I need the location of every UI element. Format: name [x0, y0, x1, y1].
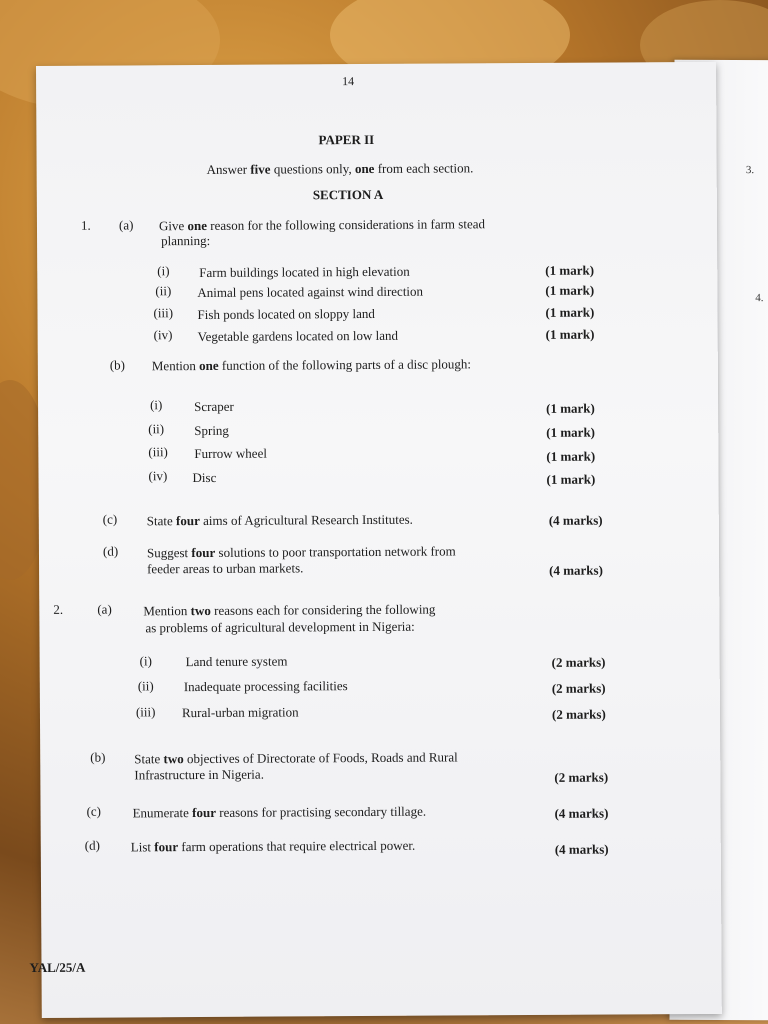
item-text: Disc: [192, 469, 217, 486]
marks: (4 marks): [549, 562, 603, 578]
question-stem-line: feeder areas to urban markets.: [147, 560, 304, 577]
part-label: (a): [118, 217, 134, 233]
part-label: (d): [102, 543, 119, 559]
question-stem-line: as problems of agricultural development in Nigeria:: [145, 618, 415, 636]
question-stem: Give one reason for the following considerations in farm stead: [158, 216, 486, 234]
marks: (2 marks): [551, 680, 606, 696]
page-number: 14: [342, 74, 355, 89]
question-stem: State four aims of Agricultural Research Institutes.: [146, 511, 413, 529]
marks: (4 marks): [548, 512, 603, 528]
item-text: Vegetable gardens located on low land: [197, 327, 399, 345]
marks: (4 marks): [554, 841, 609, 857]
item-number: (iv): [153, 327, 173, 343]
marks: (1 mark): [546, 471, 596, 487]
marks: (1 mark): [546, 424, 596, 440]
part-label: (c): [86, 803, 102, 819]
item-number: (i): [150, 397, 163, 413]
item-number: (i): [139, 653, 152, 669]
question-stem: Mention two reasons each for considering the following: [143, 601, 436, 619]
item-text: Rural-urban migration: [181, 704, 299, 721]
part-label: (b): [109, 357, 126, 373]
item-number: (iii): [153, 305, 174, 321]
marks: (2 marks): [551, 706, 606, 722]
item-number: (iii): [148, 444, 168, 460]
adjacent-page-number: 4.: [755, 292, 764, 305]
marks: (1 mark): [546, 400, 595, 416]
question-stem: Suggest four solutions to poor transportation network from: [146, 543, 456, 561]
marks: (2 marks): [554, 769, 609, 785]
marks: (2 marks): [551, 654, 606, 670]
item-number: (i): [157, 263, 170, 279]
marks: (1 mark): [545, 262, 595, 278]
instructions: Answer five questions only, one from each section.: [206, 160, 474, 177]
marks: (1 mark): [546, 448, 596, 464]
question-stem: List four farm operations that require electrical power.: [130, 837, 416, 855]
part-label: (c): [102, 511, 118, 527]
item-text: Animal pens located against wind direction: [197, 283, 424, 301]
question-stem: Enumerate four reasons for practising secondary tillage.: [132, 803, 427, 821]
item-number: (ii): [137, 678, 154, 694]
question-stem: State two objectives of Directorate of Foods, Roads and Rural: [134, 749, 458, 767]
item-text: Scraper: [194, 398, 234, 415]
item-number: (ii): [148, 421, 165, 437]
item-text: Inadequate processing facilities: [183, 678, 348, 695]
item-number: (iv): [148, 468, 168, 484]
part-label: (b): [90, 749, 106, 765]
paper-title: PAPER II: [318, 131, 375, 148]
exam-page: [29, 62, 722, 1018]
part-label: (a): [97, 601, 112, 617]
question-stem-line: planning:: [161, 232, 211, 249]
footer-code: YAL/25/A: [29, 959, 86, 976]
marks: (1 mark): [545, 326, 595, 342]
part-label: (d): [84, 837, 100, 853]
item-text: Fish ponds located on sloppy land: [197, 305, 375, 323]
adjacent-page-number: 3.: [745, 164, 755, 177]
question-stem: Mention one function of the following parts of a disc plough:: [151, 356, 472, 374]
item-text: Farm buildings located in high elevation: [199, 263, 410, 281]
item-text: Land tenure system: [185, 653, 288, 670]
question-stem-line: Infrastructure in Nigeria.: [134, 766, 264, 783]
question-number: 1.: [80, 217, 91, 233]
item-text: Furrow wheel: [194, 445, 267, 462]
item-number: (ii): [155, 283, 172, 299]
section-heading: SECTION A: [312, 186, 384, 203]
marks: (4 marks): [554, 805, 609, 821]
item-number: (iii): [135, 704, 156, 720]
item-text: Spring: [194, 422, 229, 439]
marks: (1 mark): [545, 304, 595, 320]
question-number: 2.: [53, 601, 64, 617]
marks: (1 mark): [545, 282, 595, 298]
